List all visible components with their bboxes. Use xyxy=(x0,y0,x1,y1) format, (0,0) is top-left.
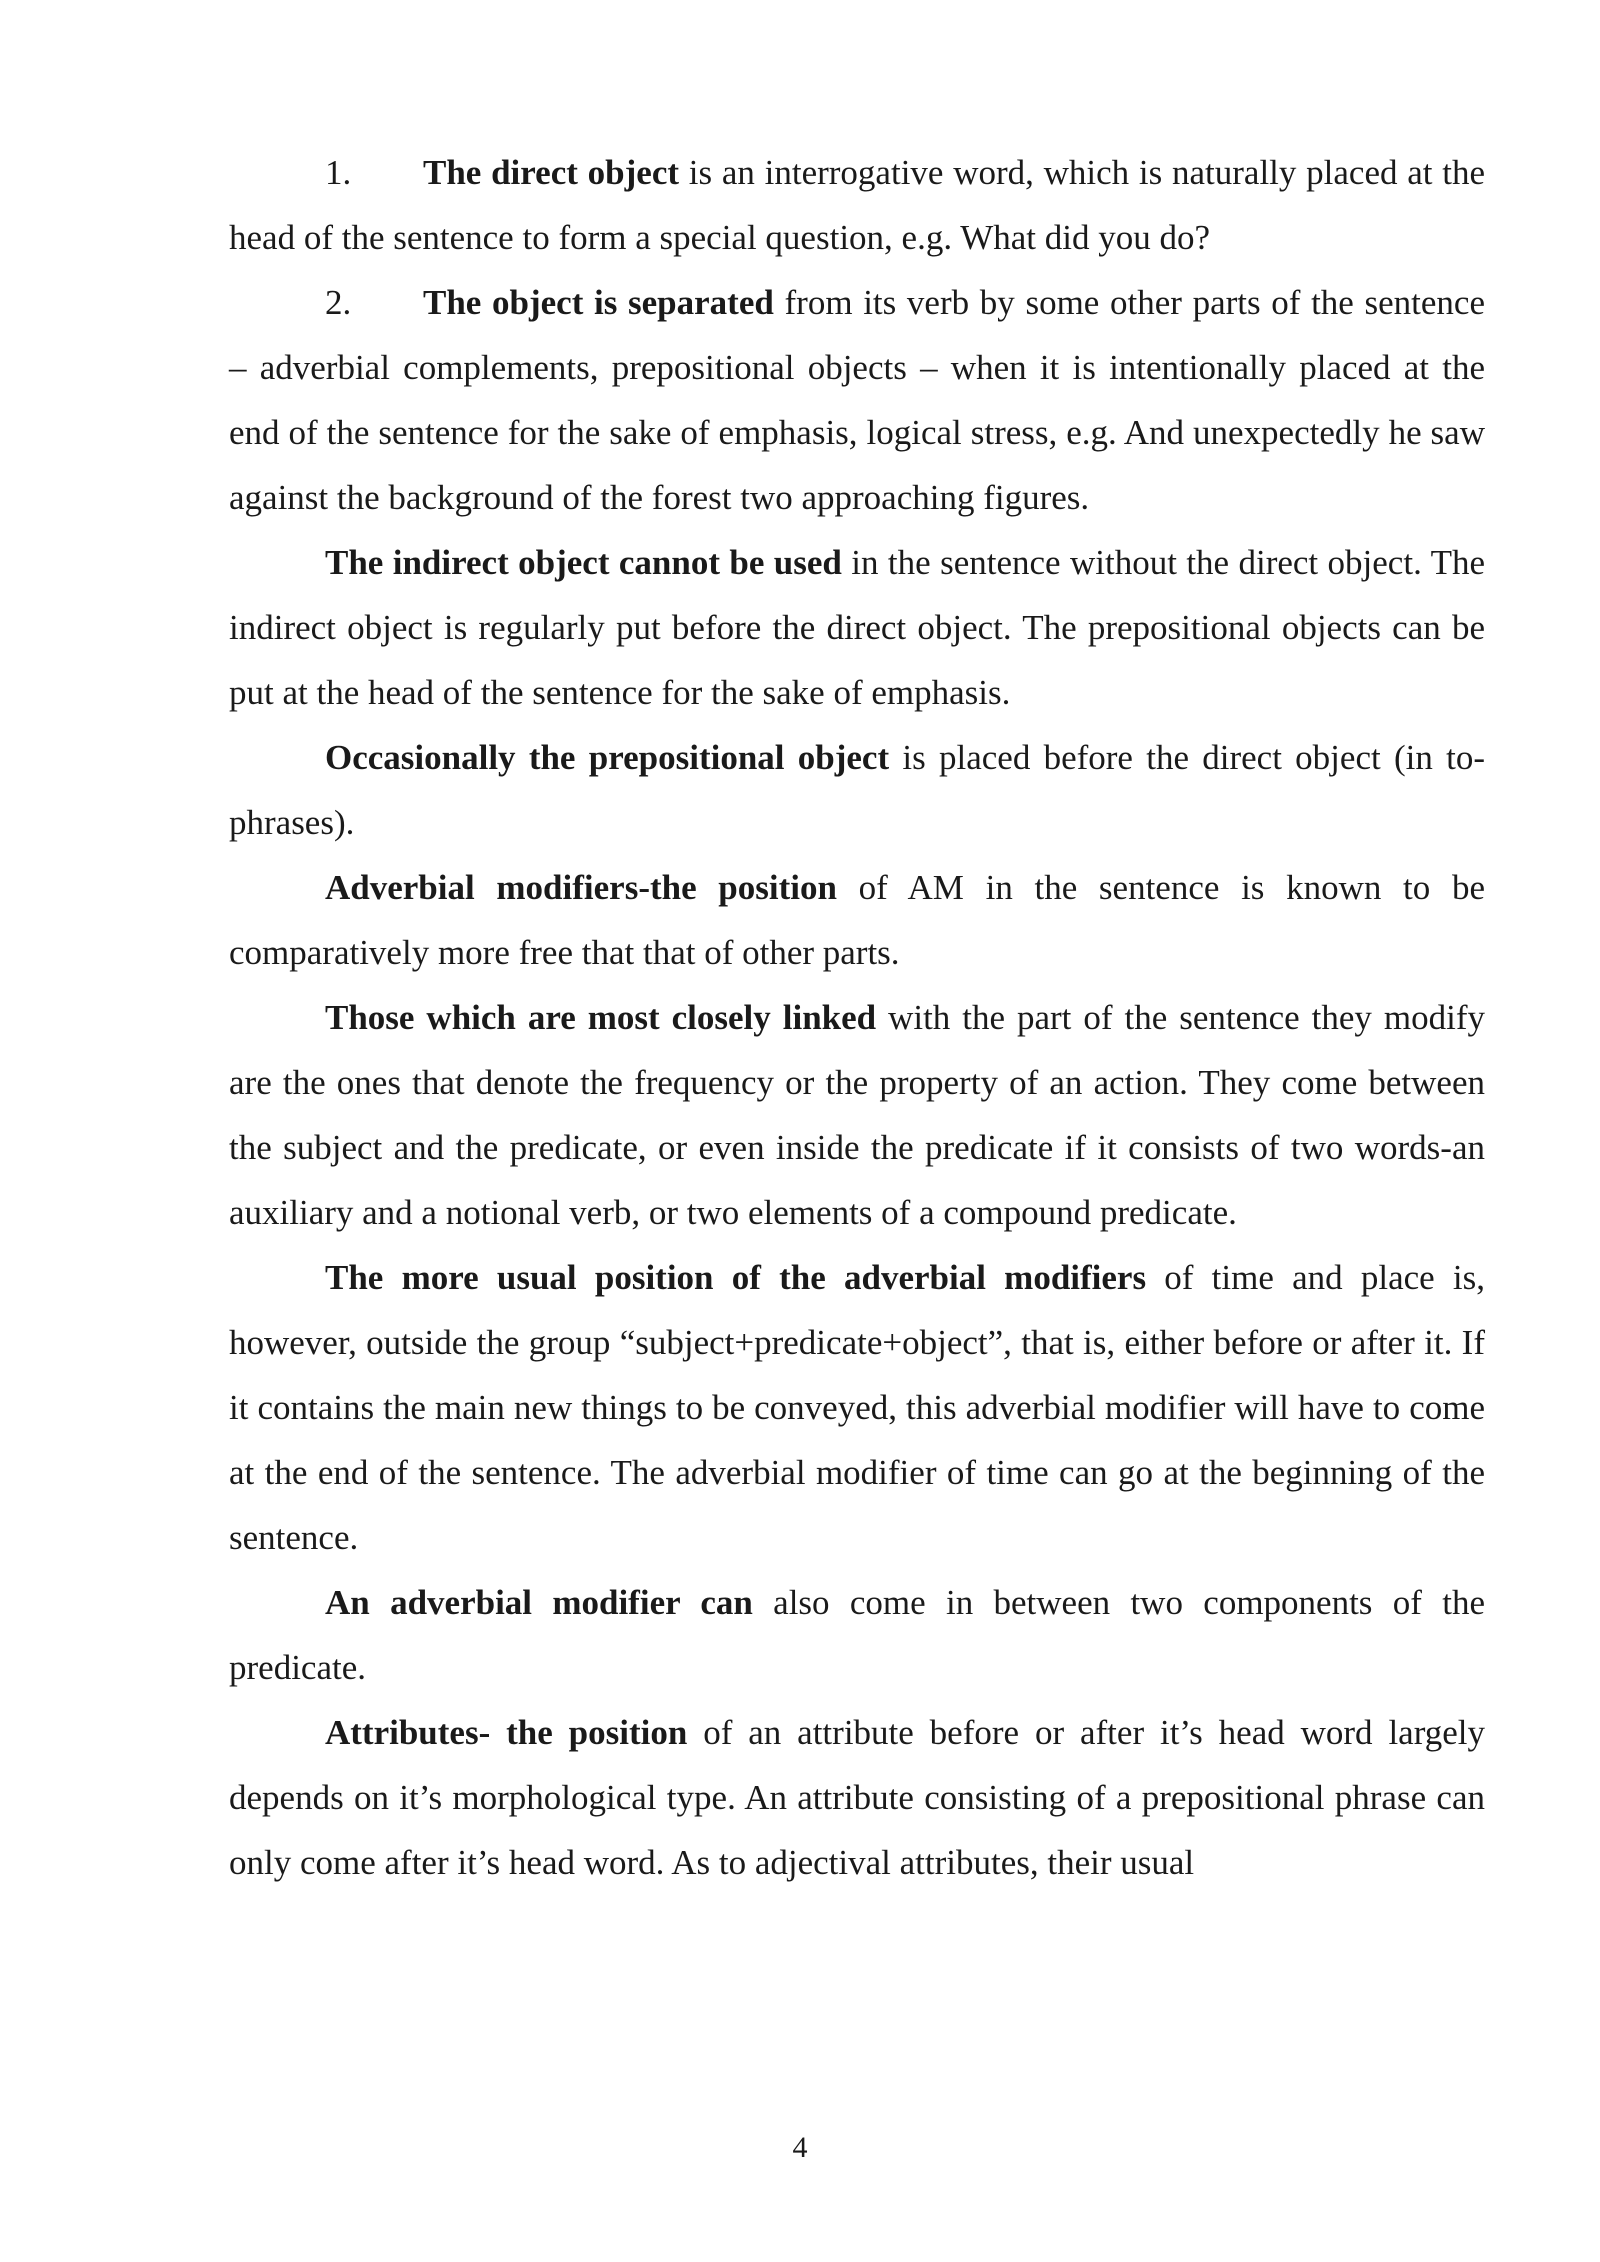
paragraph-adverbial-modifiers xyxy=(229,855,1485,985)
numbered-paragraph-1 xyxy=(229,140,1485,270)
paragraph-text: of an attribute before or after it’s head word largely depends on it’s morphological type. An attribute consisting of a prepositional phrase can only come after it’s head word. As to adjectival attributes, their usual xyxy=(229,1713,1485,1882)
bold-lead-in: The direct object xyxy=(423,153,680,192)
bold-lead-in: An adverbial modifier can xyxy=(325,1583,753,1622)
bold-lead-in: Those which are most closely linked xyxy=(325,998,877,1037)
paragraph-text: is placed before the direct object (in to-phrases). xyxy=(229,738,1485,842)
paragraph-text: of time and place is, however, outside the group “subject+predicate+object”, that is, either before or after it. If it contains the main new things to be conveyed, this adverbial modifier will have to come at the end of the sentence. The adverbial modifier of time can go at the beginning of the sentence. xyxy=(229,1258,1485,1557)
paragraph-text: of AM in the sentence is known to be comparatively more free that that of other parts. xyxy=(229,868,1485,972)
bold-lead-in: Attributes- the position xyxy=(325,1713,688,1752)
list-number: 2. xyxy=(325,283,352,322)
bold-lead-in: The object is separated xyxy=(423,283,774,322)
bold-lead-in: Adverbial modifiers-the position xyxy=(325,868,837,907)
list-number: 1. xyxy=(325,153,352,192)
paragraph-attributes xyxy=(229,1700,1485,1895)
paragraph-adverbial-modifier-can xyxy=(229,1570,1485,1700)
paragraph-closely-linked xyxy=(229,985,1485,1245)
bold-lead-in: The indirect object cannot be used xyxy=(325,543,842,582)
paragraph-text: with the part of the sentence they modify are the ones that denote the frequency or the property of an action. They come between the subject and the predicate, or even inside the predicate if it consists of two words-an auxiliary and a notional verb, or two elements of a compound predicate. xyxy=(229,998,1485,1232)
paragraph-prepositional-object xyxy=(229,725,1485,855)
paragraph-text: in the sentence without the direct object. The indirect object is regularly put before the direct object. The prepositional objects can be put at the head of the sentence for the sake of emphasis. xyxy=(229,543,1485,712)
page-body xyxy=(229,140,1485,1895)
paragraph-text: also come in between two components of the predicate. xyxy=(229,1583,1485,1687)
numbered-paragraph-2 xyxy=(229,270,1485,530)
bold-lead-in: The more usual position of the adverbial modifiers xyxy=(325,1258,1147,1297)
paragraph-text: from its verb by some other parts of the sentence – adverbial complements, prepositional objects – when it is intentionally placed at the end of the sentence for the sake of emphasis, logical stress, e.g. And unexpectedly he saw against the background of the forest two approaching figures. xyxy=(229,283,1485,517)
bold-lead-in: Occasionally the prepositional object xyxy=(325,738,890,777)
paragraph-text: is an interrogative word, which is naturally placed at the head of the sentence to form a special question, e.g. What did you do? xyxy=(229,153,1485,257)
paragraph-indirect-object xyxy=(229,530,1485,725)
paragraph-usual-position xyxy=(229,1245,1485,1570)
page-number: 4 xyxy=(792,2131,808,2164)
